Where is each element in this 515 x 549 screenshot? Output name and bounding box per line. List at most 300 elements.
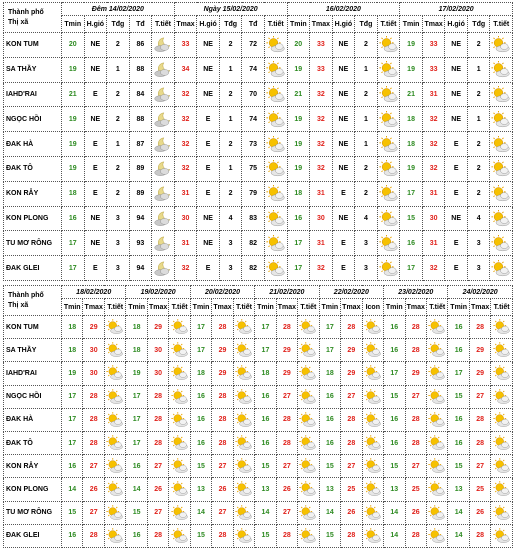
value-cell: 1 — [219, 57, 242, 82]
sun-cloud-icon — [299, 505, 317, 521]
value-cell: 33 — [310, 57, 333, 82]
city-name: ĐAK GLEI — [4, 256, 62, 281]
table-row — [4, 385, 513, 408]
value-cell: 18 — [319, 362, 340, 385]
value-cell: 74 — [242, 107, 265, 132]
value-cell: 32 — [422, 107, 445, 132]
weather-icon-cell — [377, 107, 400, 132]
value-cell: 73 — [242, 132, 265, 157]
value-cell: NE — [332, 82, 355, 107]
forecast-table-long-range — [3, 285, 513, 548]
value-cell: 17 — [126, 385, 147, 408]
weather-icon-cell — [490, 206, 513, 231]
value-cell: 26 — [83, 478, 104, 501]
weather-icon-cell — [490, 57, 513, 82]
column-header: Tđ — [129, 16, 152, 33]
date-header: 21/02/2020 — [255, 286, 319, 299]
value-cell: NE — [197, 57, 220, 82]
value-cell: 2 — [355, 181, 378, 206]
value-cell: 1 — [467, 57, 490, 82]
date-header: 23/02/2020 — [384, 286, 448, 299]
sun-cloud-icon — [364, 505, 382, 521]
value-cell: 87 — [129, 132, 152, 157]
value-cell: 13 — [319, 478, 340, 501]
night-cloud-icon — [153, 185, 173, 202]
weather-icon-cell — [490, 107, 513, 132]
value-cell: 94 — [129, 206, 152, 231]
column-header: Tmin — [62, 16, 85, 33]
value-cell: 16 — [384, 408, 405, 431]
sun-cloud-icon — [491, 136, 511, 153]
value-cell: 19 — [62, 132, 85, 157]
city-name: TU MƠ RÔNG — [4, 501, 62, 524]
value-cell: 19 — [400, 33, 423, 58]
value-cell: 17 — [287, 231, 310, 256]
value-cell: 26 — [341, 501, 362, 524]
weather-icon-cell — [426, 339, 447, 362]
value-cell: 14 — [319, 501, 340, 524]
sun-cloud-icon — [493, 319, 511, 335]
value-cell: 16 — [287, 206, 310, 231]
city-name: KON PLONG — [4, 478, 62, 501]
column-header: Tmin — [126, 299, 147, 316]
sun-cloud-icon — [428, 389, 446, 405]
value-cell: 16 — [126, 455, 147, 478]
value-cell: 27 — [147, 501, 168, 524]
value-cell: 17 — [190, 339, 211, 362]
city-header: Thành phố Thị xã — [4, 3, 62, 33]
value-cell: 19 — [287, 107, 310, 132]
column-header: Tmax — [174, 16, 197, 33]
value-cell: 15 — [384, 385, 405, 408]
weather-icon-cell — [104, 501, 125, 524]
weather-icon-cell — [491, 339, 512, 362]
value-cell: 3 — [467, 256, 490, 281]
value-cell: 28 — [405, 524, 426, 547]
forecast-table-short-range — [3, 2, 513, 281]
table-row — [4, 316, 513, 339]
value-cell: 27 — [405, 455, 426, 478]
value-cell: 31 — [422, 181, 445, 206]
value-cell: 28 — [405, 339, 426, 362]
sun-cloud-icon — [266, 235, 286, 252]
table-row — [4, 33, 513, 58]
value-cell: 15 — [190, 455, 211, 478]
weather-icon-cell — [233, 316, 254, 339]
value-cell: 15 — [255, 524, 276, 547]
table-row — [4, 206, 513, 231]
value-cell: 19 — [62, 57, 85, 82]
city-name: IAHD'RAI — [4, 362, 62, 385]
sun-cloud-icon — [428, 342, 446, 358]
sun-cloud-icon — [493, 342, 511, 358]
city-name: KON TUM — [4, 33, 62, 58]
value-cell: 28 — [469, 316, 490, 339]
weather-icon-cell — [152, 57, 175, 82]
value-cell: 13 — [190, 478, 211, 501]
weather-icon-cell — [233, 501, 254, 524]
value-cell: 17 — [319, 339, 340, 362]
weather-icon-cell — [377, 82, 400, 107]
value-cell: 17 — [62, 385, 83, 408]
city-name: ĐAK TÔ — [4, 156, 62, 181]
value-cell: 18 — [62, 181, 85, 206]
value-cell: 2 — [107, 181, 130, 206]
value-cell: 30 — [83, 362, 104, 385]
value-cell: 20 — [287, 33, 310, 58]
value-cell: 17 — [319, 316, 340, 339]
value-cell: 17 — [384, 362, 405, 385]
sun-cloud-icon — [364, 365, 382, 381]
column-header: T.tiết — [233, 299, 254, 316]
value-cell: 1 — [107, 57, 130, 82]
value-cell: 94 — [129, 256, 152, 281]
value-cell: 29 — [147, 316, 168, 339]
sun-cloud-icon — [428, 505, 446, 521]
weather-icon-cell — [298, 339, 319, 362]
night-cloud-icon — [153, 210, 173, 227]
value-cell: 19 — [287, 57, 310, 82]
column-header: Tmin — [62, 299, 83, 316]
value-cell: 19 — [400, 156, 423, 181]
value-cell: 28 — [405, 431, 426, 454]
value-cell: 4 — [467, 206, 490, 231]
value-cell: 28 — [147, 385, 168, 408]
value-cell: 15 — [190, 524, 211, 547]
sun-cloud-icon — [379, 185, 399, 202]
weather-icon-cell — [298, 431, 319, 454]
value-cell: 27 — [276, 385, 297, 408]
value-cell: 15 — [448, 455, 469, 478]
sun-cloud-icon — [379, 86, 399, 103]
value-cell: 3 — [219, 231, 242, 256]
weather-icon-cell — [298, 524, 319, 547]
table-row — [4, 339, 513, 362]
city-name: KON RẪY — [4, 181, 62, 206]
column-header: H.gió — [197, 16, 220, 33]
value-cell: 4 — [355, 206, 378, 231]
date-header: 19/02/2020 — [126, 286, 190, 299]
sun-cloud-icon — [491, 61, 511, 78]
sun-cloud-icon — [493, 505, 511, 521]
weather-icon-cell — [426, 478, 447, 501]
weather-icon-cell — [264, 82, 287, 107]
column-header: T.tiết — [264, 16, 287, 33]
sun-cloud-icon — [428, 481, 446, 497]
table-row — [4, 362, 513, 385]
column-header: Tmin — [400, 16, 423, 33]
weather-icon-cell — [490, 33, 513, 58]
value-cell: 18 — [287, 181, 310, 206]
value-cell: NE — [445, 57, 468, 82]
sun-cloud-icon — [106, 528, 124, 544]
sun-cloud-icon — [379, 235, 399, 252]
sun-cloud-icon — [379, 160, 399, 177]
weather-icon-cell — [152, 206, 175, 231]
value-cell: 18 — [62, 339, 83, 362]
sun-cloud-icon — [428, 528, 446, 544]
weather-icon-cell — [152, 33, 175, 58]
sun-cloud-icon — [106, 319, 124, 335]
weather-icon-cell — [491, 524, 512, 547]
value-cell: 29 — [212, 362, 233, 385]
value-cell: 15 — [255, 455, 276, 478]
value-cell: 31 — [174, 231, 197, 256]
value-cell: 28 — [276, 316, 297, 339]
weather-icon-cell — [490, 256, 513, 281]
value-cell: 19 — [126, 362, 147, 385]
value-cell: 15 — [126, 501, 147, 524]
city-name: ĐAK HÀ — [4, 132, 62, 157]
sun-cloud-icon — [379, 36, 399, 53]
value-cell: 32 — [310, 156, 333, 181]
weather-icon-cell — [491, 362, 512, 385]
value-cell: 19 — [62, 156, 85, 181]
value-cell: 27 — [147, 455, 168, 478]
value-cell: E — [197, 156, 220, 181]
value-cell: 18 — [255, 362, 276, 385]
weather-icon-cell — [490, 132, 513, 157]
value-cell: 17 — [126, 408, 147, 431]
value-cell: 18 — [400, 132, 423, 157]
value-cell: 14 — [384, 501, 405, 524]
value-cell: 17 — [400, 181, 423, 206]
value-cell: 30 — [310, 206, 333, 231]
value-cell: 1 — [219, 156, 242, 181]
weather-icon-cell — [104, 316, 125, 339]
value-cell: 31 — [174, 181, 197, 206]
weather-icon-cell — [377, 156, 400, 181]
table-row — [4, 132, 513, 157]
value-cell: 31 — [422, 231, 445, 256]
value-cell: E — [84, 256, 107, 281]
value-cell: E — [445, 156, 468, 181]
weather-icon-cell — [169, 316, 190, 339]
weather-icon-cell — [104, 431, 125, 454]
table-row — [4, 501, 513, 524]
weather-icon-cell — [377, 181, 400, 206]
value-cell: 2 — [107, 33, 130, 58]
value-cell: NE — [445, 33, 468, 58]
value-cell: 1 — [355, 107, 378, 132]
weather-icon-cell — [491, 316, 512, 339]
value-cell: 74 — [242, 57, 265, 82]
column-header: T.tiết — [377, 16, 400, 33]
value-cell: 16 — [126, 524, 147, 547]
value-cell: 32 — [310, 82, 333, 107]
column-header: Tmin — [255, 299, 276, 316]
sun-cloud-icon — [235, 342, 253, 358]
value-cell: 19 — [400, 57, 423, 82]
value-cell: 14 — [255, 501, 276, 524]
sun-cloud-icon — [299, 412, 317, 428]
night-cloud-icon — [153, 260, 173, 277]
value-cell: 16 — [384, 339, 405, 362]
weather-icon-cell — [377, 132, 400, 157]
sun-cloud-icon — [235, 505, 253, 521]
value-cell: 28 — [405, 408, 426, 431]
value-cell: 1 — [219, 107, 242, 132]
value-cell: 14 — [448, 524, 469, 547]
value-cell: 84 — [129, 82, 152, 107]
value-cell: 29 — [405, 362, 426, 385]
value-cell: 82 — [242, 231, 265, 256]
value-cell: 17 — [190, 316, 211, 339]
city-name: KON PLONG — [4, 206, 62, 231]
value-cell: 28 — [147, 431, 168, 454]
column-header: Tmax — [83, 299, 104, 316]
value-cell: 16 — [190, 431, 211, 454]
value-cell: 27 — [276, 455, 297, 478]
date-header: Ngày 15/02/2020 — [174, 3, 287, 16]
value-cell: 2 — [355, 33, 378, 58]
table-row — [4, 256, 513, 281]
sun-cloud-icon — [171, 365, 189, 381]
column-header: Tmax — [276, 299, 297, 316]
value-cell: 28 — [147, 408, 168, 431]
weather-icon-cell — [233, 408, 254, 431]
weather-icon-cell — [152, 256, 175, 281]
night-cloud-icon — [153, 136, 173, 153]
sun-cloud-icon — [364, 342, 382, 358]
sun-cloud-icon — [171, 481, 189, 497]
column-header: Tmax — [422, 16, 445, 33]
value-cell: 25 — [405, 478, 426, 501]
weather-icon-cell — [104, 478, 125, 501]
value-cell: 16 — [319, 408, 340, 431]
value-cell: 15 — [384, 455, 405, 478]
night-cloud-icon — [153, 111, 173, 128]
value-cell: 88 — [129, 107, 152, 132]
value-cell: 28 — [276, 431, 297, 454]
value-cell: 28 — [341, 316, 362, 339]
value-cell: 19 — [287, 156, 310, 181]
value-cell: 28 — [212, 408, 233, 431]
table-row — [4, 156, 513, 181]
sun-cloud-icon — [364, 458, 382, 474]
column-header: T.tiết — [298, 299, 319, 316]
value-cell: 32 — [310, 132, 333, 157]
value-cell: 2 — [467, 33, 490, 58]
sun-cloud-icon — [299, 365, 317, 381]
value-cell: 3 — [107, 206, 130, 231]
value-cell: 19 — [62, 362, 83, 385]
value-cell: 16 — [400, 231, 423, 256]
value-cell: 17 — [400, 256, 423, 281]
sun-cloud-icon — [235, 435, 253, 451]
column-header: T.tiết — [491, 299, 512, 316]
value-cell: 32 — [422, 132, 445, 157]
value-cell: 32 — [174, 256, 197, 281]
sun-cloud-icon — [493, 481, 511, 497]
weather-icon-cell — [152, 231, 175, 256]
sun-cloud-icon — [266, 86, 286, 103]
date-header: 24/02/2020 — [448, 286, 512, 299]
sun-cloud-icon — [171, 505, 189, 521]
weather-icon-cell — [169, 524, 190, 547]
sun-cloud-icon — [266, 111, 286, 128]
value-cell: 28 — [405, 316, 426, 339]
weather-icon-cell — [426, 501, 447, 524]
sun-cloud-icon — [364, 319, 382, 335]
value-cell: E — [84, 156, 107, 181]
date-header: 18/02/2020 — [62, 286, 126, 299]
sun-cloud-icon — [379, 61, 399, 78]
value-cell: 72 — [242, 33, 265, 58]
value-cell: 2 — [467, 181, 490, 206]
weather-icon-cell — [362, 524, 383, 547]
sun-cloud-icon — [299, 481, 317, 497]
sun-cloud-icon — [235, 412, 253, 428]
column-header: T.tiết — [152, 16, 175, 33]
table-row — [4, 181, 513, 206]
value-cell: 19 — [62, 107, 85, 132]
value-cell: 17 — [62, 256, 85, 281]
value-cell: 16 — [62, 206, 85, 231]
value-cell: 26 — [276, 478, 297, 501]
sun-cloud-icon — [235, 365, 253, 381]
sun-cloud-icon — [266, 61, 286, 78]
weather-icon-cell — [152, 132, 175, 157]
column-header: T.tiết — [104, 299, 125, 316]
weather-icon-cell — [426, 362, 447, 385]
value-cell: 32 — [174, 132, 197, 157]
weather-icon-cell — [491, 385, 512, 408]
weather-icon-cell — [233, 478, 254, 501]
value-cell: 26 — [469, 501, 490, 524]
sun-cloud-icon — [106, 435, 124, 451]
weather-icon-cell — [104, 385, 125, 408]
column-header: Tđg — [355, 16, 378, 33]
table-row — [4, 455, 513, 478]
weather-icon-cell — [362, 455, 383, 478]
city-header: Thành phố Thị xã — [4, 286, 62, 316]
column-header: Tmax — [310, 16, 333, 33]
sun-cloud-icon — [491, 160, 511, 177]
sun-cloud-icon — [106, 505, 124, 521]
weather-icon-cell — [169, 362, 190, 385]
value-cell: 26 — [147, 478, 168, 501]
city-name: ĐAK HÀ — [4, 408, 62, 431]
column-header: Icon — [362, 299, 383, 316]
value-cell: 27 — [405, 385, 426, 408]
value-cell: 3 — [107, 231, 130, 256]
column-header: T.tiết — [169, 299, 190, 316]
weather-icon-cell — [426, 408, 447, 431]
weather-icon-cell — [298, 362, 319, 385]
date-header: 20/02/2020 — [190, 286, 254, 299]
weather-icon-cell — [264, 206, 287, 231]
sun-cloud-icon — [299, 528, 317, 544]
value-cell: 27 — [276, 501, 297, 524]
value-cell: 26 — [405, 501, 426, 524]
weather-icon-cell — [426, 431, 447, 454]
value-cell: 3 — [107, 256, 130, 281]
column-header: Tmin — [287, 16, 310, 33]
weather-icon-cell — [426, 524, 447, 547]
weather-icon-cell — [298, 316, 319, 339]
sun-cloud-icon — [493, 528, 511, 544]
value-cell: 93 — [129, 231, 152, 256]
value-cell: 18 — [62, 316, 83, 339]
weather-icon-cell — [104, 408, 125, 431]
sun-cloud-icon — [491, 210, 511, 227]
sun-cloud-icon — [106, 365, 124, 381]
value-cell: 17 — [62, 231, 85, 256]
value-cell: 86 — [129, 33, 152, 58]
sun-cloud-icon — [235, 458, 253, 474]
value-cell: 70 — [242, 82, 265, 107]
